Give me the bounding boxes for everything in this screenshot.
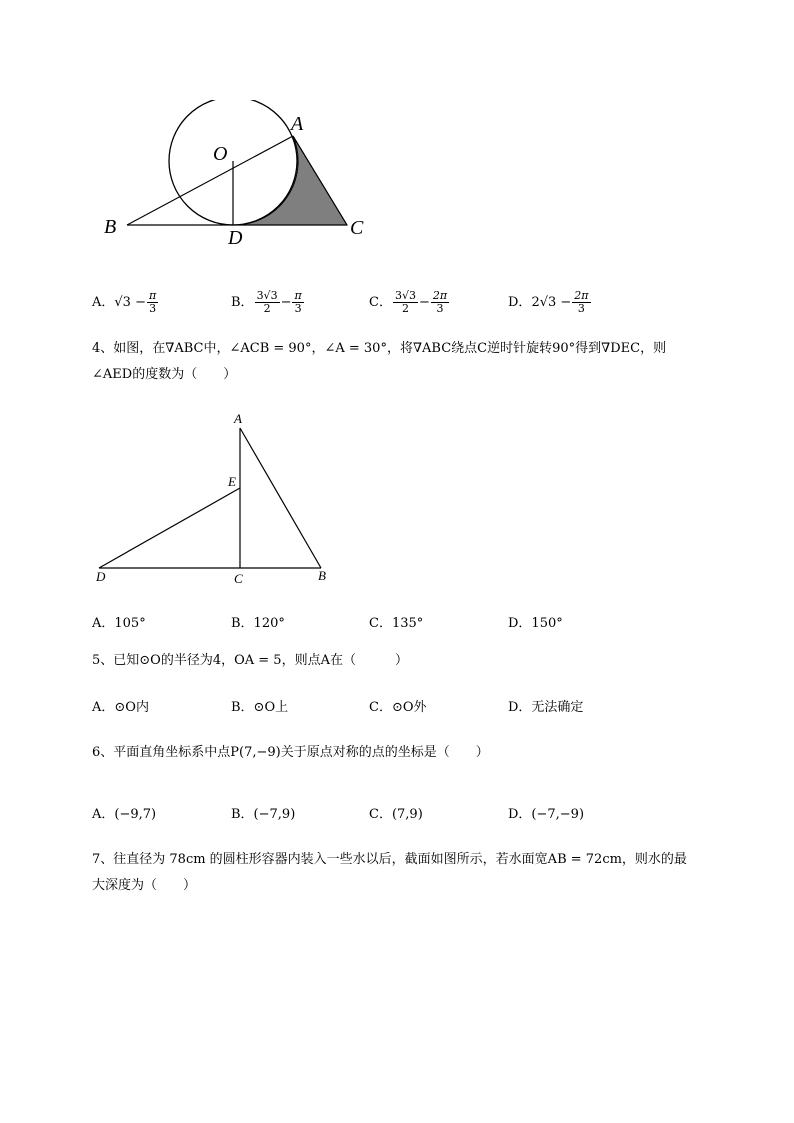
label-c: C xyxy=(350,217,364,239)
minus: − xyxy=(280,295,292,310)
q4-line1: 4、如图，在∇ABC中，∠ACB = 90°，∠A = 30°，将∇ABC绕点C逆时针旋转90°得到∇DEC，则 xyxy=(92,341,667,356)
fraction xyxy=(147,290,158,315)
label-a: A xyxy=(291,113,304,135)
denominator: 3 xyxy=(577,302,585,315)
q6-options xyxy=(0,803,794,823)
denominator: 3 xyxy=(436,302,444,315)
label-a: A xyxy=(234,411,242,426)
minus: − xyxy=(418,295,430,310)
label-c: C xyxy=(234,571,243,586)
denominator: 2 xyxy=(263,302,271,315)
q3-options xyxy=(0,286,794,320)
numerator: π xyxy=(294,289,302,302)
q3-option-b xyxy=(231,290,305,315)
segment-de xyxy=(99,488,240,568)
q6-option-d: D．(−7,−9) xyxy=(508,807,585,822)
option-letter: C． xyxy=(369,295,392,310)
q7-line1: 7、往直径为 78cm 的圆柱形容器内装入一些水以后，截面如图所示，若水面宽AB = 72cm，则水的最 xyxy=(92,852,687,867)
q5-option-d: D．无法确定 xyxy=(508,700,584,715)
q6-stem: 6、平面直角坐标系中点P(7,−9)关于原点对称的点的坐标是（ ） xyxy=(92,745,489,760)
q3-option-d xyxy=(508,290,592,315)
option-letter: D． xyxy=(508,295,532,310)
figure-rotated-triangles xyxy=(90,405,340,590)
q3-option-a xyxy=(92,290,159,315)
numerator: π xyxy=(148,289,157,302)
denominator: 3 xyxy=(149,302,157,315)
numerator: 3√3 xyxy=(256,289,278,302)
numerator: 2π xyxy=(432,289,448,302)
shaded-region xyxy=(233,136,347,225)
q6-option-c: C．(7,9) xyxy=(369,807,423,822)
label-b: B xyxy=(318,568,326,583)
label-e: E xyxy=(228,474,236,489)
q5-option-c: C．⊙O外 xyxy=(369,700,427,715)
fraction xyxy=(393,290,418,315)
q6-option-a: A．(−9,7) xyxy=(92,807,157,822)
q4-options xyxy=(0,612,794,632)
option-letter: A． xyxy=(92,295,115,310)
numerator: 2π xyxy=(574,289,589,302)
q4-option-b: B．120° xyxy=(231,616,285,631)
q5-option-a: A．⊙O内 xyxy=(92,700,149,715)
label-d: D xyxy=(96,569,106,584)
fraction xyxy=(431,290,449,315)
q4-option-d: D．150° xyxy=(508,616,563,631)
expr: √3 − xyxy=(114,295,146,310)
q7-line2: 大深度为（ ） xyxy=(92,878,197,893)
q5-stem: 5、已知⊙O的半径为4，OA = 5，则点A在（ ） xyxy=(92,653,408,668)
q7-stem xyxy=(92,847,687,899)
label-d: D xyxy=(228,227,243,249)
figure-circle-tangent xyxy=(95,100,385,250)
q6-option-b: B．(−7,9) xyxy=(231,807,296,822)
fraction xyxy=(255,290,280,315)
label-b: B xyxy=(104,216,117,238)
q5-option-b: B．⊙O上 xyxy=(231,700,289,715)
expr: 2√3 − xyxy=(531,295,572,310)
q4-option-c: C．135° xyxy=(369,616,424,631)
numerator: 3√3 xyxy=(394,289,416,302)
q4-line2: ∠AED的度数为（ ） xyxy=(92,367,237,382)
q3-option-c xyxy=(369,290,450,315)
segment-ba xyxy=(127,136,293,225)
q4-option-a: A．105° xyxy=(92,616,146,631)
label-o: O xyxy=(213,143,228,165)
denominator: 3 xyxy=(294,302,302,315)
q4-stem xyxy=(92,336,666,388)
segment-ab xyxy=(240,428,321,568)
denominator: 2 xyxy=(401,302,409,315)
fraction xyxy=(572,290,590,315)
fraction xyxy=(292,290,303,315)
option-letter: B． xyxy=(231,295,254,310)
q5-options xyxy=(0,696,794,716)
